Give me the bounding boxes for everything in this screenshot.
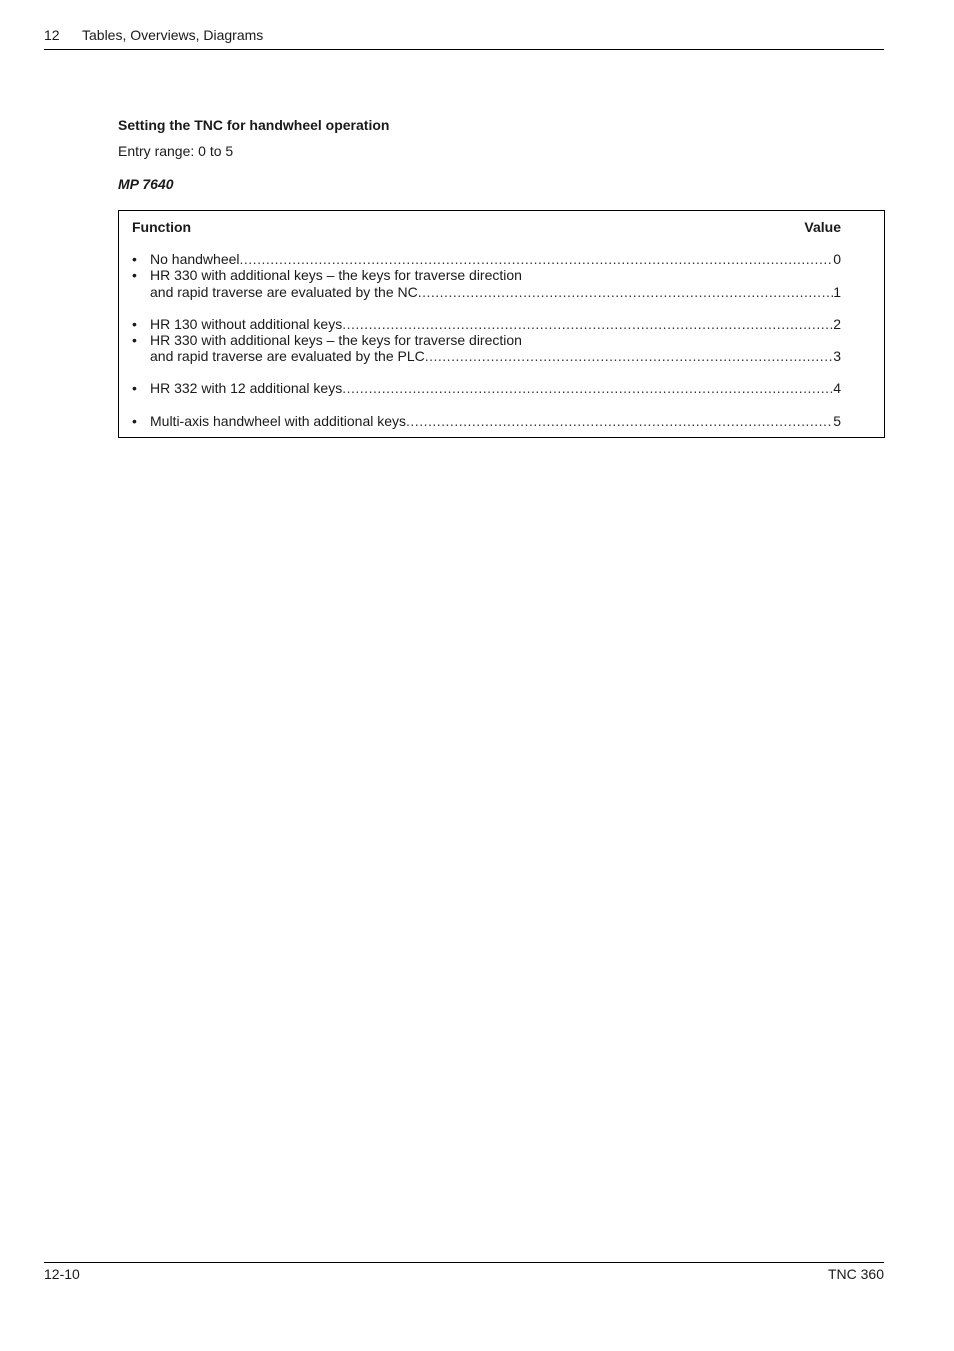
table-row-continuation	[132, 348, 841, 365]
dot-leader	[342, 380, 833, 397]
function-value-table	[118, 210, 885, 438]
row-value: 4	[833, 380, 841, 396]
section-title: Setting the TNC for handwheel operation	[118, 117, 390, 133]
row-value: 0	[833, 251, 841, 267]
page-number: 12-10	[44, 1266, 80, 1282]
table-row	[132, 332, 841, 349]
table-row	[132, 267, 841, 284]
row-function: No handwheel	[150, 251, 240, 267]
page-footer	[44, 1262, 884, 1282]
row-value: 3	[833, 348, 841, 364]
dot-leader	[406, 413, 833, 430]
row-function-continued: and rapid traverse are evaluated by the NC	[150, 284, 418, 300]
table-row	[132, 380, 841, 397]
row-function: Multi-axis handwheel with additional keys	[150, 413, 407, 429]
bullet-icon: •	[132, 332, 137, 348]
bullet-icon: •	[132, 413, 137, 429]
table-row	[132, 413, 841, 430]
row-function: HR 332 with 12 additional keys	[150, 380, 343, 396]
row-function-continued: and rapid traverse are evaluated by the PLC	[150, 348, 425, 364]
chapter-title: Tables, Overviews, Diagrams	[82, 27, 264, 43]
column-header-value: Value	[804, 219, 841, 235]
table-row	[132, 316, 841, 333]
table-row	[132, 251, 841, 268]
row-value: 2	[833, 316, 841, 332]
dot-leader	[425, 348, 833, 365]
dot-leader	[342, 316, 833, 333]
row-function: HR 130 without additional keys	[150, 316, 343, 332]
dot-leader	[418, 284, 833, 301]
chapter-number: 12	[44, 27, 60, 43]
page-header	[44, 27, 884, 50]
row-function: HR 330 with additional keys – the keys for traverse direction	[150, 332, 522, 348]
manual-name: TNC 360	[827, 1266, 884, 1282]
row-value: 1	[833, 284, 841, 300]
entry-range: Entry range: 0 to 5	[118, 143, 234, 159]
bullet-icon: •	[132, 380, 137, 396]
row-function: HR 330 with additional keys – the keys for traverse direction	[150, 267, 522, 283]
column-header-function: Function	[132, 219, 192, 235]
bullet-icon: •	[132, 251, 137, 267]
row-value: 5	[833, 413, 841, 429]
table-row-continuation	[132, 284, 841, 301]
bullet-icon: •	[132, 316, 137, 332]
bullet-icon: •	[132, 267, 137, 283]
dot-leader	[240, 251, 834, 268]
machine-parameter-number: MP 7640	[118, 176, 174, 192]
